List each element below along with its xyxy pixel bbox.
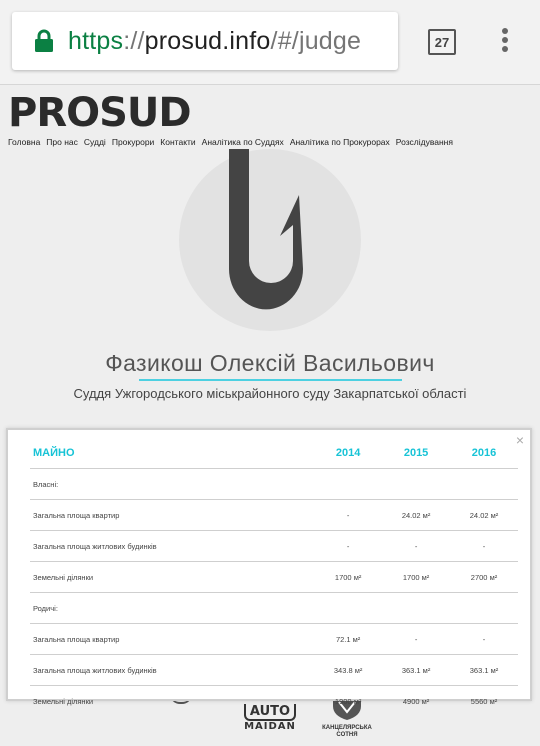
cell-2016 — [450, 469, 518, 500]
automaidan-logo-bottom: MAIDAN — [244, 721, 296, 732]
column-header-2014: 2014 — [314, 438, 382, 469]
url-separator: :// — [123, 26, 145, 55]
placeholder-logo-icon — [179, 149, 361, 331]
automaidan-logo-top: AUTO — [244, 704, 296, 721]
cell-2016: - — [450, 624, 518, 655]
url-scheme: https — [68, 26, 124, 55]
cell-2014: 343.8 м² — [314, 655, 382, 686]
row-label: Земельні ділянки — [33, 696, 94, 706]
row-label: Загальна площа житлових будинків — [30, 655, 314, 686]
cell-2014: 1700 м² — [314, 562, 382, 593]
judge-position: Суддя Ужгородського міськрайонного суду Закарпатської області — [73, 386, 467, 401]
lock-icon — [34, 29, 54, 53]
row-label: Загальна площа квартир — [30, 624, 314, 655]
cell-2014: 72.1 м² — [314, 624, 382, 655]
row-label: Земельні ділянки — [30, 562, 314, 593]
assets-modal — [6, 428, 532, 706]
sotnia-label-1: КАНЦЕЛЯРСЬКА — [322, 725, 372, 731]
cell-2015: 1700 м² — [382, 562, 450, 593]
url-host: prosud.info — [144, 26, 271, 55]
cell-2015: 363.1 м² — [382, 655, 450, 686]
browser-toolbar — [0, 0, 540, 85]
sotnia-label-2: СОТНЯ — [336, 732, 358, 738]
cell-2016: 363.1 м² — [450, 655, 518, 686]
cell-2014: 1900 м² — [334, 696, 362, 706]
address-bar[interactable] — [12, 12, 398, 70]
row-label: Родичі: — [30, 593, 314, 624]
nav-item-prosecutors[interactable]: Прокурори — [111, 137, 155, 147]
url-text — [68, 27, 361, 56]
cell-2014: - — [314, 500, 382, 531]
cell-2016: 2700 м² — [450, 562, 518, 593]
row-label: Загальна площа житлових будинків — [30, 531, 314, 562]
cell-2016: 5560 м² — [470, 696, 498, 706]
cell-2014 — [314, 593, 382, 624]
close-icon[interactable]: × — [515, 432, 524, 448]
table-row — [30, 469, 518, 500]
cell-2015: - — [382, 624, 450, 655]
menu-icon[interactable] — [500, 28, 510, 56]
url-path: /#/judge — [270, 26, 362, 55]
nav-item-prosecutor-analytics[interactable]: Аналітика по Прокурорах — [289, 137, 390, 147]
cell-2016 — [450, 593, 518, 624]
judge-name: Фазикош Олексій Васильович — [105, 350, 435, 376]
cell-2015: 24.02 м² — [382, 500, 450, 531]
nav-item-contacts[interactable]: Контакти — [160, 137, 196, 147]
column-header-2016: 2016 — [450, 438, 518, 469]
judge-avatar — [179, 149, 361, 331]
column-header-assets: МАЙНО — [30, 438, 314, 469]
nav-item-about[interactable]: Про нас — [46, 137, 78, 147]
cell-2016: - — [450, 531, 518, 562]
tab-switcher-button[interactable]: 27 — [428, 29, 456, 55]
nav-item-judges[interactable]: Судді — [83, 137, 106, 147]
table-row — [30, 624, 518, 655]
table-row — [30, 562, 518, 593]
table-row — [30, 593, 518, 624]
cell-2015: - — [382, 531, 450, 562]
table-row — [30, 500, 518, 531]
table-row — [30, 655, 518, 686]
column-header-2015: 2015 — [382, 438, 450, 469]
table-header-row — [30, 438, 518, 469]
table-row — [30, 686, 518, 717]
nav-item-judge-analytics[interactable]: Аналітика по Суддях — [201, 137, 284, 147]
cell-2014 — [314, 469, 382, 500]
cell-2015 — [382, 593, 450, 624]
nav-item-home[interactable]: Головна — [8, 137, 41, 147]
row-label: Загальна площа квартир — [30, 500, 314, 531]
nav-item-investigations[interactable]: Розслідування — [395, 137, 453, 147]
name-underline — [139, 379, 402, 381]
row-label: Власні: — [30, 469, 314, 500]
cell-2014: - — [314, 531, 382, 562]
cell-2016: 24.02 м² — [450, 500, 518, 531]
cell-2015: 4900 м² — [402, 696, 430, 706]
site-logo[interactable]: PROSUD — [8, 90, 191, 136]
assets-table — [30, 438, 518, 716]
cell-2015 — [382, 469, 450, 500]
main-nav — [8, 137, 453, 147]
table-row — [30, 531, 518, 562]
